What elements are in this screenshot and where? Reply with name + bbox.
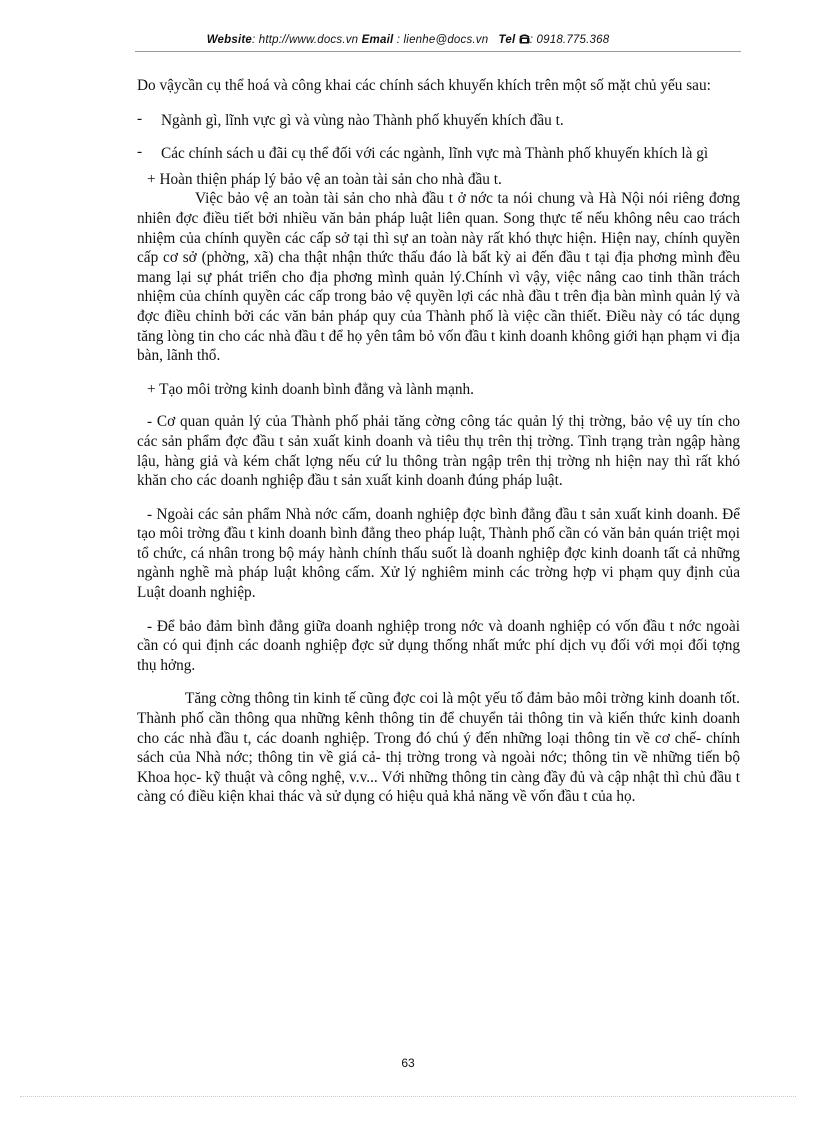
page-bottom-divider [20, 1096, 796, 1097]
paragraph-market-management: - Cơ quan quản lý của Thành phố phải tăng cờng công tác quản lý thị trờng, bảo vệ uy tín cho các sản phẩm đợc đầu t sản xuất kinh doanh và tiêu thụ trên thị trờng. Tình trạng tràn ngập hàng lậu, hàng giả và kém chất lợng nếu cứ lu thông tràn ngập trên thị trờng nh hiện nay thì rất khó khăn cho các doanh nghiệp đầu t sản xuất kinh doanh đúng pháp luật. [137, 413, 740, 490]
bullet-text: Ngành gì, lĩnh vực gì và vùng nào Thành phố khuyến khích đầu t. [161, 111, 564, 129]
tel-value: : 0918.775.368 [529, 34, 610, 46]
paragraph-asset-protection: Việc bảo vệ an toàn tài sản cho nhà đầu t ở nớc ta nói chung và Hà Nội nói riêng đơng nhiên đợc điều tiết bởi nhiều văn bản pháp luật liên quan. Song thực tế nếu không nêu cao trách nhiệm của chính quyền các cấp sở tại thì sự an toàn này rất khó thực hiện. Hiện nay, chính quyền cấp cơ sở (phờng, xã) cha thật nhận thức thấu đáo là bất kỳ ai đến đầu t tại địa phơng mình đều mang lại sự phát triển cho địa phơng mình quản lý.Chính vì vậy, việc nâng cao tinh thần trách nhiệm của chính quyền các cấp trong bảo vệ quyền lợi các nhà đầu t trên địa bàn mình quản lý và đợc điều chỉnh bởi các văn bản pháp quy của Thành phố là việc cần thiết. Điều này có tác dụng tăng lòng tin cho các nhà đầu t để họ yên tâm bỏ vốn đầu t kinh doanh không giới hạn phạm vi địa bàn, lãnh thổ. [137, 190, 740, 365]
website-label: Website [206, 34, 252, 46]
bullet-marker: - [137, 143, 143, 161]
page-number: 63 [401, 1056, 415, 1070]
paragraph-economic-information: Tăng cờng thông tin kinh tế cũng đợc coi là một yếu tố đảm bảo môi trờng kinh doanh tốt. Thành phố cần thông qua những kênh thông tin để chuyển tải thông tin và kiến thức kinh doanh cho các nhà đầu t, các doanh nghiệp. Trong đó chú ý đến những loại thông tin về cơ chế- chính sách của Nhà nớc; thông tin về giá cả- thị trờng trong và ngoài nớc; thông tin về những tiến bộ Khoa học- kỹ thuật và công nghệ, v.v... Với những thông tin càng đầy đủ và cập nhật thì chủ đầu t càng có điều kiện khai thác và sử dụng có hiệu quả khả năng về vốn đầu t của họ. [137, 690, 740, 806]
website-value: : http://www.docs.vn [252, 34, 359, 46]
section-heading-business-environment: + Tạo môi trờng kinh doanh bình đẳng và lành mạnh. [147, 380, 474, 398]
phone-icon [519, 34, 530, 47]
email-value: : lienhe@docs.vn [396, 34, 489, 46]
email-label: Email [361, 34, 394, 46]
paragraph-equal-treatment: - Để bảo đảm bình đẳng giữa doanh nghiệp trong nớc và doanh nghiệp có vốn đầu t nớc ngoài cần có qui định các doanh nghiệp đợc sử dụng thống nhất mức phí dịch vụ đối với mọi đối tợng thụ hởng. [137, 617, 740, 674]
header-divider [135, 51, 741, 52]
bullet-item [137, 111, 740, 131]
document-body [137, 76, 740, 807]
section-heading-asset-protection: + Hoàn thiện pháp lý bảo vệ an toàn tài sản cho nhà đầu t. [147, 170, 502, 188]
bullet-marker: - [137, 109, 143, 127]
intro-paragraph: Do vậycần cụ thể hoá và công khai các chính sách khuyến khích trên một số mặt chủ yếu sau: [137, 77, 711, 94]
bullet-item [137, 144, 740, 164]
bullet-text: Các chính sách u đãi cụ thể đối với các ngành, lĩnh vực mà Thành phố khuyến khích là gì [161, 145, 709, 163]
tel-label: Tel [498, 34, 516, 46]
page-header [0, 34, 816, 47]
paragraph-equal-investment: - Ngoài các sản phẩm Nhà nớc cấm, doanh nghiệp đợc bình đẳng đầu t sản xuất kinh doanh. Để tạo môi trờng đầu t kinh doanh bình đẳng theo pháp luật, Thành phố cần có văn bản quán triệt mọi tổ chức, cá nhân trong bộ máy hành chính thấu suốt là doanh nghiệp đợc kinh doanh tất cả những ngành nghề mà pháp luật không cấm. Xử lý nghiêm minh các trờng hợp vi phạm quy định của Luật doanh nghiệp. [137, 505, 740, 602]
